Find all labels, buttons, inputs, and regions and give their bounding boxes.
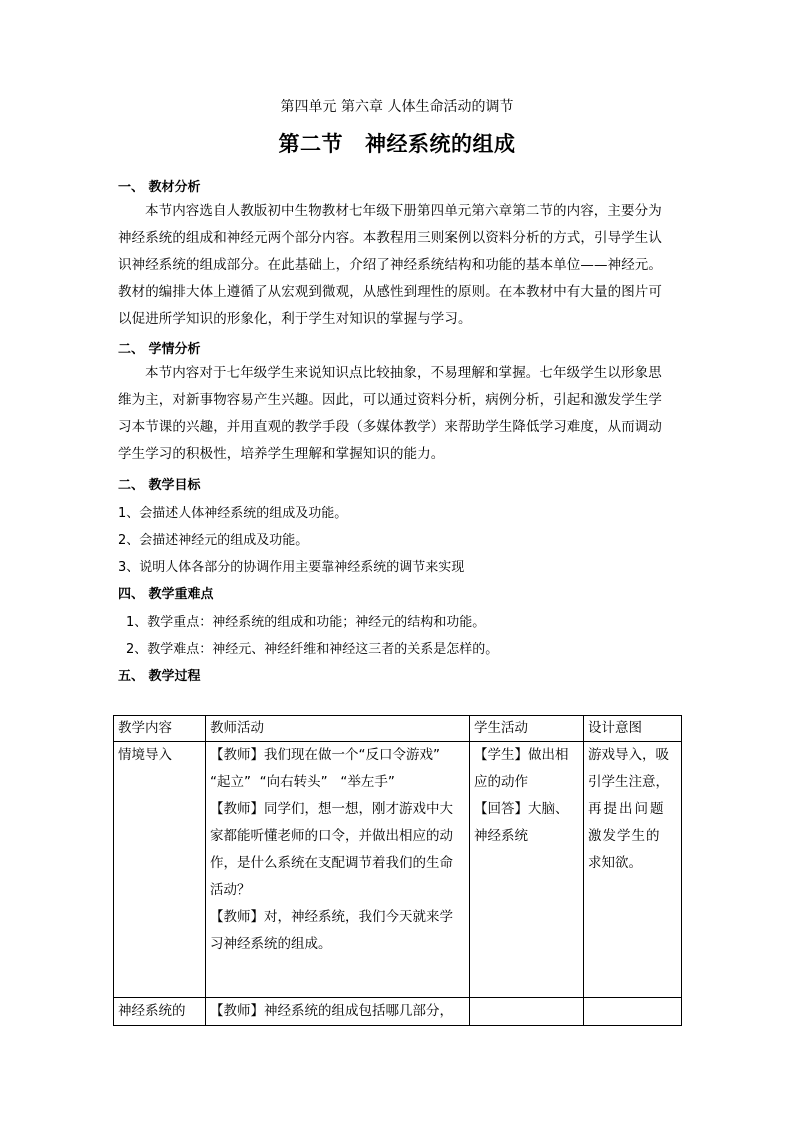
table-row: [114, 742, 682, 998]
section-heading-teaching-goals: 二、 教学目标: [118, 478, 201, 493]
paragraph-line: 学生学习的积极性，培养学生理解和掌握知识的能力。: [118, 446, 445, 462]
teacher-activity-cell: 【教师】神经系统的组成包括哪几部分，: [206, 998, 470, 1026]
paragraph-line: 本节内容对于七年级学生来说知识点比较抽象，不易理解和掌握。七年级学生以形象思: [145, 365, 662, 381]
design-intent-cell: [584, 998, 682, 1026]
paragraph-line: 维为主，对新事物容易产生兴趣。因此，可以通过资料分析，病例分析，引起和激发学生学: [118, 392, 662, 408]
column-header: 设计意图: [584, 716, 682, 742]
section-heading-teaching-process: 五、 教学过程: [118, 669, 201, 684]
table-row: [114, 998, 682, 1026]
goal-item: 2、会描述神经元的组成及功能。: [118, 533, 309, 548]
goal-item: 3、说明人体各部分的协调作用主要靠神经系统的调节来实现: [118, 560, 465, 575]
paragraph-line: 识神经系统的组成部分。在此基础上，介绍了神经系统结构和功能的基本单位——神经元。: [118, 257, 662, 273]
design-intent-cell: 游戏导入，吸 引学生注意， 再提出问题 激发学生的 求知欲。: [584, 742, 682, 998]
section-heading-key-points: 四、 教学重难点: [118, 587, 214, 602]
paragraph-line: 教材的编排大体上遵循了从宏观到微观，从感性到理性的原则。在本教材中有大量的图片可: [118, 284, 662, 300]
student-activity-cell: [470, 998, 584, 1026]
section-body-student-analysis: [118, 360, 684, 468]
title-section-number: 第二节: [278, 132, 343, 156]
key-point-item: 1、教学重点：神经系统的组成和功能；神经元的结构和功能。: [126, 615, 486, 630]
paragraph-line: 以促进所学知识的形象化，利于学生对知识的掌握与学习。: [118, 311, 472, 327]
page-title: [0, 128, 794, 158]
column-header: 学生活动: [470, 716, 584, 742]
section-heading-student-analysis: 二、 学情分析: [118, 342, 201, 357]
section-body-textbook-analysis: [118, 198, 684, 333]
paragraph-line: 习本节课的兴趣，并用直观的教学手段（多媒体教学）来帮助学生降低学习难度，从而调动: [118, 419, 662, 435]
title-section-name: 神经系统的组成: [365, 132, 516, 156]
column-header: 教学内容: [114, 716, 206, 742]
paragraph-line: 神经系统的组成和神经元两个部分内容。本教程用三则案例以资料分析的方式，引导学生认: [118, 230, 662, 246]
paragraph-line: 本节内容选自人教版初中生物教材七年级下册第四单元第六章第二节的内容，主要分为: [145, 203, 662, 219]
key-point-item: 2、教学难点：神经元、神经纤维和神经这三者的关系是怎样的。: [126, 642, 499, 657]
teaching-process-table: [113, 715, 682, 1026]
goal-item: 1、会描述人体神经系统的组成及功能。: [118, 506, 348, 521]
student-activity-cell: 【学生】做出相 应的动作 【回答】大脑、 神经系统: [470, 742, 584, 998]
table-header-row: [114, 716, 682, 742]
content-cell: 情境导入: [114, 742, 206, 998]
column-header: 教师活动: [206, 716, 470, 742]
section-heading-textbook-analysis: 一、 教材分析: [118, 180, 201, 195]
teacher-activity-cell: 【教师】我们现在做一个“反口令游戏” “起立” “向右转头” “举左手” 【教师】同学们，想一想，刚才游戏中大 家都能听懂老师的口令，并做出相应的动 作，是什么系统在支配调节着我们的生命 活动？ 【教师】对，神经系统，我们今天就来学 习神经系统的组成。: [206, 742, 470, 998]
content-cell: 神经系统的: [114, 998, 206, 1026]
unit-subtitle: 第四单元 第六章 人体生命活动的调节: [280, 99, 514, 115]
